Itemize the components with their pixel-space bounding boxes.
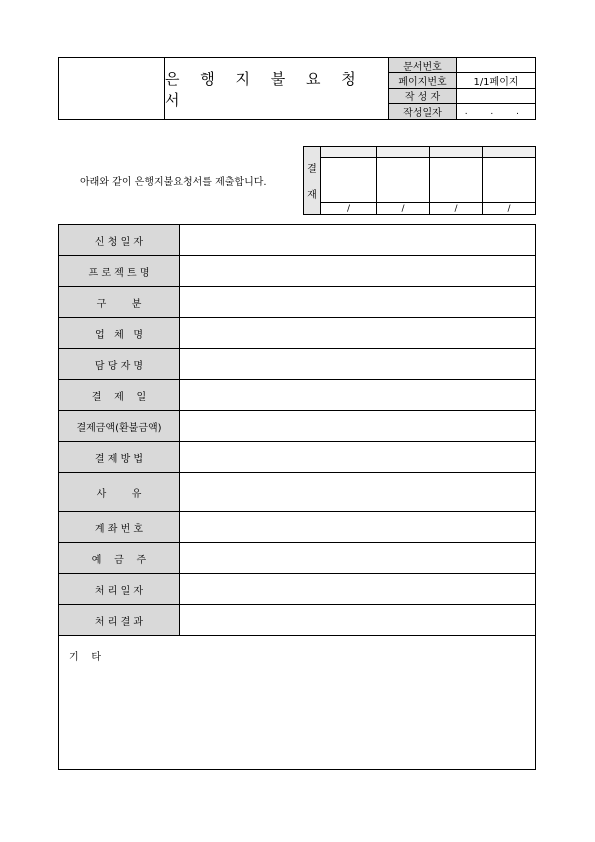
approval-column	[321, 147, 377, 214]
approval-date-cell[interactable]: /	[454, 203, 458, 214]
form-row-processing-result	[59, 605, 535, 636]
form-row-payment-date	[59, 380, 535, 411]
logo-area	[59, 58, 165, 119]
form-label: 결제금액(환불금액)	[59, 411, 180, 441]
approval-title-cell[interactable]	[321, 147, 376, 158]
etc-area[interactable]	[59, 636, 535, 769]
form-label: 처 리 일 자	[59, 574, 180, 604]
contact-name-field[interactable]	[180, 349, 535, 379]
company-name-field[interactable]	[180, 318, 535, 348]
intro-text: 아래와 같이 은행지불요청서를 제출합니다.	[80, 177, 267, 188]
approval-box	[303, 146, 536, 215]
approval-column	[430, 147, 483, 214]
author-field[interactable]	[457, 89, 535, 103]
approval-date-cell[interactable]: /	[401, 203, 405, 214]
form-label: 사 유	[59, 473, 180, 511]
form-label: 구 분	[59, 287, 180, 317]
meta-row-author	[389, 89, 535, 104]
processing-date-field[interactable]	[180, 574, 535, 604]
payment-date-field[interactable]	[180, 380, 535, 410]
approval-column	[377, 147, 430, 214]
form-label: 결 제 일	[59, 380, 180, 410]
form-row-project-name	[59, 256, 535, 287]
payment-method-field[interactable]	[180, 442, 535, 472]
form-label: 신 청 일 자	[59, 225, 180, 255]
meta-label: 작성일자	[389, 104, 457, 119]
form-row-category	[59, 287, 535, 318]
form-row-account-holder	[59, 543, 535, 574]
approval-label	[304, 147, 321, 214]
project-name-field[interactable]	[180, 256, 535, 286]
approval-column	[483, 147, 535, 214]
account-number-field[interactable]	[180, 512, 535, 542]
application-date-field[interactable]	[180, 225, 535, 255]
approval-sign-cell[interactable]	[483, 158, 535, 203]
approval-title-cell[interactable]	[430, 147, 482, 158]
form-label: 담 당 자 명	[59, 349, 180, 379]
reason-field[interactable]	[180, 473, 535, 511]
payment-amount-field[interactable]	[180, 411, 535, 441]
form-row-application-date	[59, 225, 535, 256]
form-label: 계 좌 번 호	[59, 512, 180, 542]
form-label: 결 제 방 법	[59, 442, 180, 472]
approval-title-cell[interactable]	[483, 147, 535, 158]
approval-sign-cell[interactable]	[377, 158, 429, 203]
page-number-value: 1/1페이지	[473, 76, 519, 88]
meta-label: 페이지번호	[389, 73, 457, 87]
form-row-contact-name	[59, 349, 535, 380]
meta-label: 문서번호	[389, 58, 457, 72]
approval-date-cell[interactable]: /	[347, 203, 351, 214]
approval-sign-cell[interactable]	[430, 158, 482, 203]
created-date-field[interactable]: . . .	[464, 106, 529, 117]
meta-row-page-number	[389, 73, 535, 88]
doc-number-field[interactable]	[457, 58, 535, 72]
form-label: 업 체 명	[59, 318, 180, 348]
meta-row-date	[389, 104, 535, 119]
processing-result-field[interactable]	[180, 605, 535, 635]
form-row-payment-amount	[59, 411, 535, 442]
form-label: 예 금 주	[59, 543, 180, 573]
meta-label: 작 성 자	[389, 89, 457, 103]
form-row-reason	[59, 473, 535, 512]
form-label: 프 로 젝 트 명	[59, 256, 180, 286]
document-title: 은 행 지 불 요 청 서	[165, 58, 389, 119]
form-row-company-name	[59, 318, 535, 349]
form-row-processing-date	[59, 574, 535, 605]
request-form	[58, 224, 536, 770]
approval-label-bottom: 재	[307, 189, 317, 201]
form-row-payment-method	[59, 442, 535, 473]
form-label: 처 리 결 과	[59, 605, 180, 635]
document-meta-table	[389, 58, 535, 119]
etc-label: 기 타	[69, 652, 102, 663]
approval-label-top: 결	[307, 164, 317, 176]
form-row-account-number	[59, 512, 535, 543]
approval-title-cell[interactable]	[377, 147, 429, 158]
document-header	[58, 57, 536, 120]
category-field[interactable]	[180, 287, 535, 317]
account-holder-field[interactable]	[180, 543, 535, 573]
approval-date-cell[interactable]: /	[507, 203, 511, 214]
approval-sign-cell[interactable]	[321, 158, 376, 203]
meta-row-doc-number	[389, 58, 535, 73]
